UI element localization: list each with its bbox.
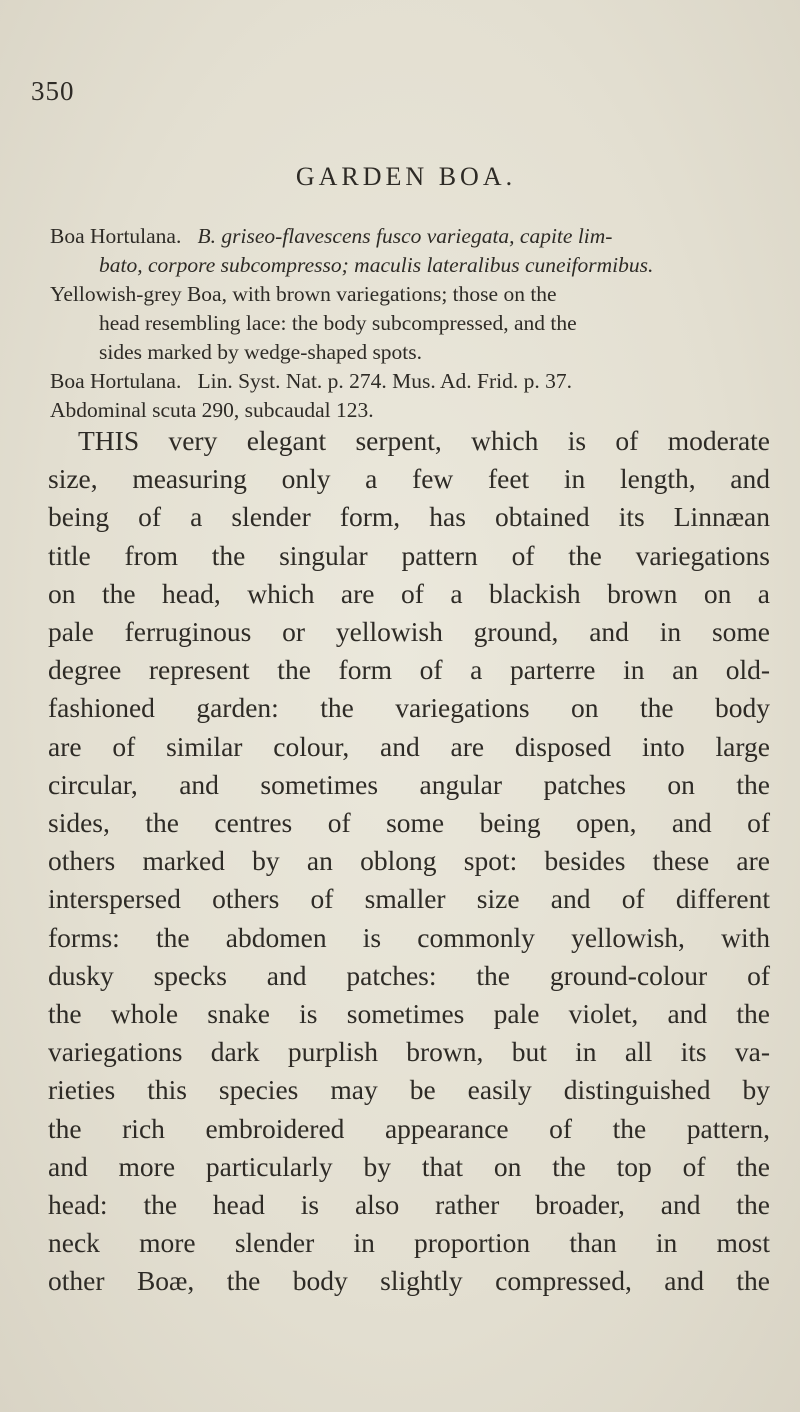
english-line1: Yellowish-grey Boa, with brown variegations; those on the <box>50 282 557 306</box>
latin-diagnosis-line2: bato, corpore subcompresso; maculis lateralibus cuneiformibus. <box>99 253 654 277</box>
body-line: variegations dark purplish brown, but in all its va- <box>48 1036 770 1068</box>
body-line: pale ferruginous or yellowish ground, and in some <box>48 616 770 648</box>
english-line3: sides marked by wedge-shaped spots. <box>99 340 423 364</box>
latin-name: Boa Hortulana. <box>50 224 182 248</box>
body-line: title from the singular pattern of the variegations <box>48 539 770 571</box>
english-line2: head resembling lace: the body subcompressed, and the <box>99 311 577 335</box>
running-head: GARDEN BOA. <box>295 162 517 191</box>
body-line: size, measuring only a few feet in length, and <box>48 463 770 495</box>
body-line: head: the head is also rather broader, and the <box>48 1189 770 1221</box>
reference-citation: Lin. Syst. Nat. p. 274. Mus. Ad. Frid. p. 37. <box>197 369 572 393</box>
body-line: rieties this species may be easily distinguished by <box>48 1074 770 1106</box>
body-line: THIS very elegant serpent, which is of moderate <box>78 425 770 456</box>
body-line: degree represent the form of a parterre in an old- <box>48 654 770 686</box>
latin-diagnosis-line1: B. griseo-flavescens fusco variegata, capite lim- <box>197 224 613 248</box>
body-line: on the head, which are of a blackish brown on a <box>48 577 770 609</box>
body-line: dusky specks and patches: the ground-colour of <box>48 959 770 991</box>
body-line: forms: the abdomen is commonly yellowish, with <box>48 921 770 953</box>
body-line: and more particularly by that on the top of the <box>48 1150 770 1182</box>
reference-name: Boa Hortulana. <box>50 369 182 393</box>
body-line: sides, the centres of some being open, and of <box>48 807 770 839</box>
body-line: neck more slender in proportion than in most <box>48 1227 770 1259</box>
body-line: the rich embroidered appearance of the pattern, <box>48 1112 770 1144</box>
scuta-line: Abdominal scuta 290, subcaudal 123. <box>50 398 374 422</box>
synonymy-block <box>50 222 766 425</box>
body-line: interspersed others of smaller size and of different <box>48 883 770 915</box>
body-paragraph <box>48 422 770 1301</box>
latin-diagnosis <box>50 222 766 280</box>
body-line: being of a slender form, has obtained its Linnæan <box>48 501 770 533</box>
body-line: are of similar colour, and are disposed into large <box>48 730 770 762</box>
body-line: circular, and sometimes angular patches on the <box>48 768 770 800</box>
reference-line <box>50 367 766 396</box>
body-text <box>48 422 770 1301</box>
english-diagnosis <box>50 280 766 367</box>
body-line: others marked by an oblong spot: besides these are <box>48 845 770 877</box>
page-number: 350 <box>31 76 75 106</box>
body-line: other Boæ, the body slightly compressed, and the <box>48 1265 770 1297</box>
body-line: fashioned garden: the variegations on the body <box>48 692 770 724</box>
body-line: the whole snake is sometimes pale violet, and the <box>48 998 770 1030</box>
